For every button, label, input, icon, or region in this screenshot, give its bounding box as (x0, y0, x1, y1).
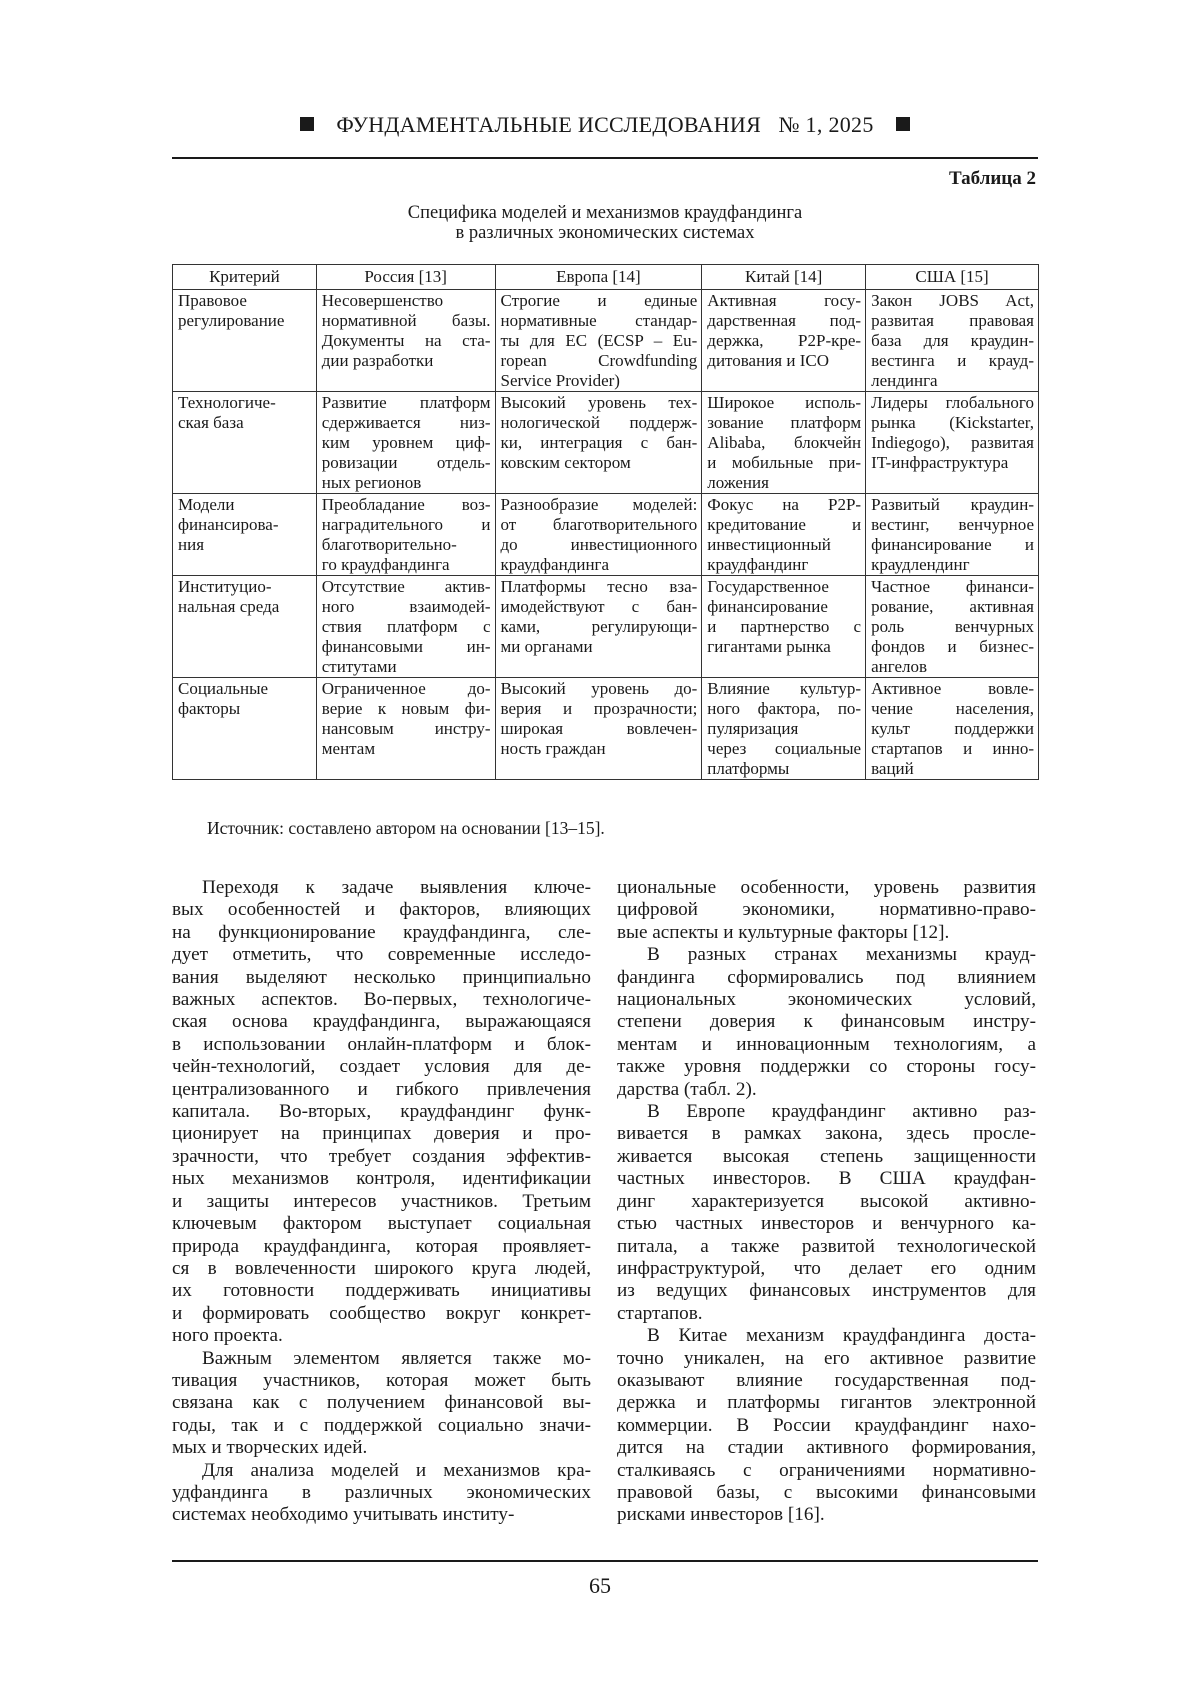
text-line: ствия платформ с (322, 617, 491, 637)
criterion-cell (173, 494, 317, 576)
text-line: капитала. Во-вторых, краудфандинг функ- (172, 1101, 591, 1123)
table-cell (866, 678, 1039, 780)
text-line: вестинг, венчурное (871, 515, 1034, 535)
text-line: на функционирование краудфандинга, сле- (172, 922, 591, 944)
text-line: го краудфандинга (322, 555, 491, 575)
text-line: факторы (178, 699, 312, 719)
table-cell (495, 678, 702, 780)
text-line: краудлендинг (871, 555, 1034, 575)
text-line: лендинга (871, 371, 1034, 391)
text-line: рование, активная (871, 597, 1034, 617)
criterion-cell (173, 576, 317, 678)
text-line: дарства (табл. 2). (617, 1079, 1036, 1101)
text-line: чейн-технологий, создает условия для де- (172, 1056, 591, 1078)
text-line: кредитование и (707, 515, 861, 535)
text-line: инфраструктурой, что делает его одним (617, 1258, 1036, 1280)
text-line: роль венчурных (871, 617, 1034, 637)
text-line: финансирование (707, 597, 861, 617)
text-line: культ поддержки (871, 719, 1034, 739)
text-line: питала, а также развитой технологической (617, 1236, 1036, 1258)
text-line: дует отметить, что современные исследо- (172, 944, 591, 966)
text-line: вивается в рамках закона, здесь просле- (617, 1123, 1036, 1145)
column-header: Китай [14] (702, 265, 866, 290)
table-header-row (173, 265, 1039, 290)
text-line: ного проекта. (172, 1325, 591, 1347)
table-cell (866, 392, 1039, 494)
text-line: зование платформ (707, 413, 861, 433)
text-line: годы, так и с поддержкой социально значи- (172, 1415, 591, 1437)
table-cell (316, 494, 495, 576)
text-line: ментам и инновационным технологиям, а (617, 1034, 1036, 1056)
text-line: ложения (707, 473, 861, 493)
text-line: от благотворительного (501, 515, 698, 535)
column-header: Европа [14] (495, 265, 702, 290)
table-row (173, 392, 1039, 494)
text-line: связана как с получением финансовой вы- (172, 1392, 591, 1414)
text-line: зрачности, что требует создания эффектив- (172, 1146, 591, 1168)
square-bullet-icon (300, 117, 314, 131)
text-line: национальных экономических условий, (617, 989, 1036, 1011)
text-line: Платформы тесно вза- (501, 577, 698, 597)
text-line: Высокий уровень до- (501, 679, 698, 699)
text-line: и формировать сообщество вокруг конкрет- (172, 1303, 591, 1325)
text-line: дарственная под- (707, 311, 861, 331)
text-line: точно уникален, на его активное развитие (617, 1348, 1036, 1370)
text-line: верие к новым фи- (322, 699, 491, 719)
text-line: системах необходимо учитывать институ- (172, 1504, 591, 1526)
issue-number: № 1, 2025 (778, 112, 873, 137)
text-line: степени доверия к финансовым инстру- (617, 1011, 1036, 1033)
text-line: ковским сектором (501, 453, 698, 473)
text-line: ститутами (322, 657, 491, 677)
text-line: нологической поддерж- (501, 413, 698, 433)
text-line: вания выделяют несколько принципиально (172, 967, 591, 989)
paragraph (172, 877, 591, 1348)
text-line: ки, интеграция с бан- (501, 433, 698, 453)
text-line: благотворительно- (322, 535, 491, 555)
text-line: до инвестиционного (501, 535, 698, 555)
text-line: ных регионов (322, 473, 491, 493)
paragraph (617, 877, 1036, 944)
text-line: имодействуют с бан- (501, 597, 698, 617)
text-line: в использовании онлайн-платформ и блок- (172, 1034, 591, 1056)
text-line: финансирова- (178, 515, 312, 535)
text-line: пуляризация (707, 719, 861, 739)
text-line: ты для ЕС (ECSP – Eu- (501, 331, 698, 351)
text-line: фондов и бизнес- (871, 637, 1034, 657)
text-line: наградительного и (322, 515, 491, 535)
footer-rule (172, 1560, 1038, 1562)
text-line: Социальные (178, 679, 312, 699)
text-line: В Европе краудфандинг активно раз- (617, 1101, 1036, 1123)
text-line: Закон JOBS Act, (871, 291, 1034, 311)
text-line: верия и прозрачности; (501, 699, 698, 719)
text-line: ровизации отдель- (322, 453, 491, 473)
text-line: ангелов (871, 657, 1034, 677)
page-number: 65 (0, 1573, 1200, 1599)
text-line: финансирование и (871, 535, 1034, 555)
table-cell (316, 392, 495, 494)
paragraph (617, 944, 1036, 1101)
text-line: стартапов. (617, 1303, 1036, 1325)
text-line: ключевым фактором выступает социальная (172, 1213, 591, 1235)
text-line: Фокус на P2P- (707, 495, 861, 515)
table-cell (702, 494, 866, 576)
text-line: вых особенностей и факторов, влияющих (172, 899, 591, 921)
table-label: Таблица 2 (949, 168, 1036, 190)
header-rule (172, 157, 1038, 159)
text-line: динг характеризуется высокой активно- (617, 1191, 1036, 1213)
text-line: Развитый краудин- (871, 495, 1034, 515)
text-line: удфандинга в различных экономических (172, 1482, 591, 1504)
column-header: Критерий (173, 265, 317, 290)
table-title-line: Специфика моделей и механизмов краудфандинга (172, 203, 1038, 223)
text-line: платформы (707, 759, 861, 779)
table-cell (316, 290, 495, 392)
table-cell (495, 290, 702, 392)
text-line: мых и творческих идей. (172, 1437, 591, 1459)
table-cell (702, 576, 866, 678)
paragraph (617, 1101, 1036, 1325)
text-line: стью частных инвесторов и венчурного ка- (617, 1213, 1036, 1235)
text-line: дится на стадии активного формирования, (617, 1437, 1036, 1459)
right-text-column (617, 877, 1036, 1527)
text-line: широкая вовлечен- (501, 719, 698, 739)
text-line: сдерживается низ- (322, 413, 491, 433)
text-line: инвестиционный (707, 535, 861, 555)
text-line: ropean Crowdfunding (501, 351, 698, 371)
text-line: ская база (178, 413, 312, 433)
text-line: сталкиваясь с ограничениями нормативно- (617, 1460, 1036, 1482)
text-line: природа краудфандинга, которая проявляет- (172, 1236, 591, 1258)
text-line: дии разработки (322, 351, 491, 371)
text-line: Важным элементом является также мо- (172, 1348, 591, 1370)
text-line: ская основа краудфандинга, выражающаяся (172, 1011, 591, 1033)
criterion-cell (173, 290, 317, 392)
text-line: Институцио- (178, 577, 312, 597)
text-line: нормативной базы. (322, 311, 491, 331)
text-line: важных аспектов. Во-первых, технологиче- (172, 989, 591, 1011)
text-line: Влияние культур- (707, 679, 861, 699)
text-line: Отсутствие актив- (322, 577, 491, 597)
text-line: оказывают влияние государственная под- (617, 1370, 1036, 1392)
table-row (173, 678, 1039, 780)
text-line: Широкое исполь- (707, 393, 861, 413)
text-line: Документы на ста- (322, 331, 491, 351)
table-cell (316, 576, 495, 678)
text-line: ных механизмов контроля, идентификации (172, 1168, 591, 1190)
text-line: Переходя к задаче выявления ключе- (172, 877, 591, 899)
criterion-cell (173, 392, 317, 494)
text-line: цифровой экономики, нормативно-право- (617, 899, 1036, 921)
table-cell (495, 494, 702, 576)
text-line: централизованного и гибкого привлечения (172, 1079, 591, 1101)
text-line: коммерции. В России краудфандинг нахо- (617, 1415, 1036, 1437)
column-header: США [15] (866, 265, 1039, 290)
text-line: держка и платформы гигантов электронной (617, 1392, 1036, 1414)
table-row (173, 494, 1039, 576)
table-row (173, 290, 1039, 392)
text-line: нормативные стандар- (501, 311, 698, 331)
text-line: ния (178, 535, 312, 555)
running-header (172, 112, 1038, 138)
text-line: рынка (Kickstarter, (871, 413, 1034, 433)
journal-title: ФУНДАМЕНТАЛЬНЫЕ ИССЛЕДОВАНИЯ (336, 112, 761, 137)
text-line: Развитие платформ (322, 393, 491, 413)
paragraph (172, 1348, 591, 1460)
text-line: нансовым инстру- (322, 719, 491, 739)
text-line: живается высокая степень защищенности (617, 1146, 1036, 1168)
text-line: Модели (178, 495, 312, 515)
table-cell (495, 576, 702, 678)
text-line: ного фактора, по- (707, 699, 861, 719)
text-line: Активное вовле- (871, 679, 1034, 699)
paragraph (617, 1325, 1036, 1527)
text-line: правовой базы, с высокими финансовыми (617, 1482, 1036, 1504)
text-line: Преобладание воз- (322, 495, 491, 515)
text-line: ми органами (501, 637, 698, 657)
criterion-cell (173, 678, 317, 780)
text-line: вые аспекты и культурные факторы [12]. (617, 922, 1036, 944)
text-line: и мобильные при- (707, 453, 861, 473)
text-line: Высокий уровень тех- (501, 393, 698, 413)
text-line: В разных странах механизмы крауд- (617, 944, 1036, 966)
text-line: Активная госу- (707, 291, 861, 311)
text-line: Лидеры глобального (871, 393, 1034, 413)
text-line: и партнерство с (707, 617, 861, 637)
text-line: краудфандинг (707, 555, 861, 575)
text-line: через социальные (707, 739, 861, 759)
text-line: гигантами рынка (707, 637, 861, 657)
text-line: краудфандинга (501, 555, 698, 575)
text-line: Строгие и единые (501, 291, 698, 311)
table-cell (702, 290, 866, 392)
text-line: и защиты интересов участников. Третьим (172, 1191, 591, 1213)
table-title (172, 203, 1038, 243)
text-line: частных инвесторов. В США краудфан- (617, 1168, 1036, 1190)
text-line: тивация участников, которая может быть (172, 1370, 591, 1392)
text-line: IT-инфраструктура (871, 453, 1034, 473)
table-cell (866, 494, 1039, 576)
text-line: Государственное (707, 577, 861, 597)
text-line: Alibaba, блокчейн (707, 433, 861, 453)
text-line: Технологиче- (178, 393, 312, 413)
text-line: В Китае механизм краудфандинга доста- (617, 1325, 1036, 1347)
text-line: Service Provider) (501, 371, 698, 391)
text-line: фандинга сформировались под влиянием (617, 967, 1036, 989)
table-source: Источник: составлено автором на основании [13–15]. (207, 818, 605, 839)
text-line: чение населения, (871, 699, 1034, 719)
table-cell (495, 392, 702, 494)
table-cell (866, 290, 1039, 392)
text-line: ками, регулирующи- (501, 617, 698, 637)
text-line: ментам (322, 739, 491, 759)
text-line: рисками инвесторов [16]. (617, 1504, 1036, 1526)
text-line: Частное финанси- (871, 577, 1034, 597)
text-line: нальная среда (178, 597, 312, 617)
text-line: циональные особенности, уровень развития (617, 877, 1036, 899)
text-line: Ограниченное до- (322, 679, 491, 699)
text-line: держка, P2P-кре- (707, 331, 861, 351)
left-text-column (172, 877, 591, 1527)
table-cell (702, 678, 866, 780)
text-line: финансовыми ин- (322, 637, 491, 657)
text-line: развитая правовая (871, 311, 1034, 331)
table-cell (702, 392, 866, 494)
text-line: Разнообразие моделей: (501, 495, 698, 515)
text-line: база для краудин- (871, 331, 1034, 351)
text-line: их готовности поддерживать инициативы (172, 1280, 591, 1302)
text-line: ность граждан (501, 739, 698, 759)
text-line: ким уровнем циф- (322, 433, 491, 453)
text-line: ся в вовлеченности широкого круга людей, (172, 1258, 591, 1280)
text-line: Indiegogo), развитая (871, 433, 1034, 453)
text-line: стартапов и инно- (871, 739, 1034, 759)
text-line: вестинга и крауд- (871, 351, 1034, 371)
text-line: также уровня поддержки со стороны госу- (617, 1056, 1036, 1078)
text-line: Для анализа моделей и механизмов кра- (172, 1460, 591, 1482)
column-header: Россия [13] (316, 265, 495, 290)
paragraph (172, 1460, 591, 1527)
table-cell (866, 576, 1039, 678)
table-row (173, 576, 1039, 678)
text-line: регулирование (178, 311, 312, 331)
square-bullet-icon (896, 117, 910, 131)
text-line: дитования и ICO (707, 351, 861, 371)
text-line: Несовершенство (322, 291, 491, 311)
text-line: из ведущих финансовых инструментов для (617, 1280, 1036, 1302)
table-cell (316, 678, 495, 780)
text-line: Правовое (178, 291, 312, 311)
text-line: ваций (871, 759, 1034, 779)
text-line: ного взаимодей- (322, 597, 491, 617)
table-title-line: в различных экономических системах (172, 223, 1038, 243)
comparison-table (172, 264, 1039, 780)
text-line: ционирует на принципах доверия и про- (172, 1123, 591, 1145)
